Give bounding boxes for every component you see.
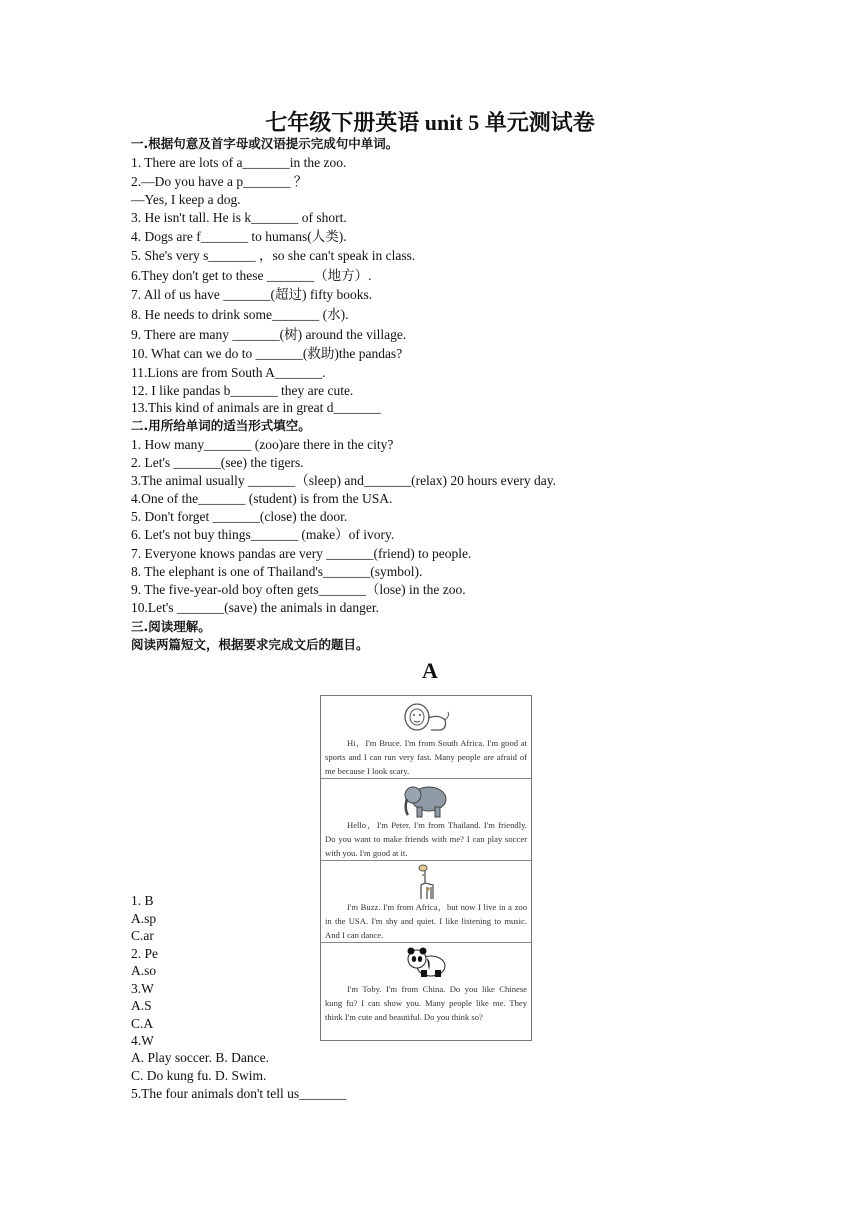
panel-giraffe	[321, 860, 531, 943]
s2-item: 2. Let's _______(see) the tigers.	[131, 455, 304, 470]
text-mask	[160, 893, 322, 1043]
question-line: 3.W	[131, 981, 154, 996]
section-3-heading: 三.阅读理解。	[131, 619, 211, 634]
panel-panda	[321, 942, 531, 1040]
section-2-heading: 二.用所给单词的适当形式填空。	[131, 418, 311, 433]
passage-label: A	[422, 658, 438, 683]
question-line: A. Play soccer. B. Dance.	[131, 1050, 269, 1065]
section-1-heading: 一.根据句意及首字母或汉语提示完成句中单词。	[131, 136, 399, 151]
question-line: A.so	[131, 963, 157, 978]
panel-text: I'm Toby. I'm from China. Do you like Chinese kung fu? I can show you. Many people like me. They think I'm cute and beautiful. Do you think so?	[325, 984, 527, 1022]
s1-item: 9. There are many _______(树) around the village.	[131, 327, 407, 342]
s2-item: 9. The five-year-old boy often gets_______（lose) in the zoo.	[131, 582, 466, 597]
question-line: C.A	[131, 1016, 154, 1031]
question-line: A.sp	[131, 911, 157, 926]
s1-item: 5. She's very s_______ ，so she can't speak in class.	[131, 248, 416, 263]
s2-item: 6. Let's not buy things_______ (make）of ivory.	[131, 527, 395, 542]
s2-item: 10.Let's _______(save) the animals in danger.	[131, 600, 379, 615]
page-title: 七年级下册英语 unit 5 单元测试卷	[265, 110, 595, 135]
giraffe-icon	[411, 863, 441, 901]
s1-item: 1. There are lots of a_______in the zoo.	[131, 155, 347, 170]
s1-item: 2.—Do you have a p_______ ？	[131, 174, 308, 189]
question-line: 5.The four animals don't tell us_______	[131, 1086, 347, 1101]
s2-item: 4.One of the_______ (student) is from the USA.	[131, 491, 393, 506]
question-line: C. Do kung fu. D. Swim.	[131, 1068, 267, 1083]
question-line: 2. Pe	[131, 946, 158, 961]
s1-item: 10. What can we do to _______(救助)the pandas?	[131, 346, 403, 361]
question-line: A.S	[131, 998, 152, 1013]
panel-elephant	[321, 778, 531, 861]
lion-icon	[401, 700, 451, 734]
s1-item: 8. He needs to drink some_______ (水).	[131, 307, 349, 322]
section-3-instruction: 阅读两篇短文，根据要求完成文后的题目。	[131, 637, 369, 652]
elephant-icon	[401, 781, 451, 819]
passage-a-image	[320, 695, 532, 1041]
s2-item: 7. Everyone knows pandas are very _______(friend) to people.	[131, 546, 472, 561]
s2-item: 5. Don't forget _______(close) the door.	[131, 509, 348, 524]
s1-item: 4. Dogs are f_______ to humans(人类).	[131, 229, 347, 244]
s1-item: 12. I like pandas b_______ they are cute.	[131, 383, 354, 398]
panel-text: Hi，I'm Bruce. I'm from South Africa. I'm good at sports and I can run very fast. Many people are afraid of me because I look scary.	[325, 738, 527, 776]
question-line: C.ar	[131, 928, 154, 943]
panel-text: Hello，I'm Peter. I'm from Thailand. I'm friendly. Do you want to make friends with me? I can play soccer with you. I'm good at it.	[325, 820, 527, 858]
s2-item: 1. How many_______ (zoo)are there in the city?	[131, 437, 394, 452]
panel-text: I'm Buzz. I'm from Africa，but now I live in a zoo in the USA. I'm shy and quiet. I like listening to music. And I can dance.	[325, 902, 527, 940]
s2-item: 8. The elephant is one of Thailand's_______(symbol).	[131, 564, 423, 579]
question-line: 4.W	[131, 1033, 154, 1048]
question-line: 1. B	[131, 893, 154, 908]
panda-icon	[405, 946, 449, 978]
panel-lion	[321, 696, 531, 779]
s1-item: 13.This kind of animals are in great d_______	[131, 400, 381, 415]
s1-item: 11.Lions are from South A_______.	[131, 365, 326, 380]
s1-item: 3. He isn't tall. He is k_______ of short.	[131, 210, 347, 225]
s1-item: 7. All of us have _______(超过) fifty books.	[131, 287, 373, 302]
s2-item: 3.The animal usually _______（sleep) and_______(relax) 20 hours every day.	[131, 473, 557, 488]
s1-item: 6.They don't get to these _______（地方）.	[131, 268, 372, 283]
s1-item: —Yes, I keep a dog.	[131, 192, 241, 207]
